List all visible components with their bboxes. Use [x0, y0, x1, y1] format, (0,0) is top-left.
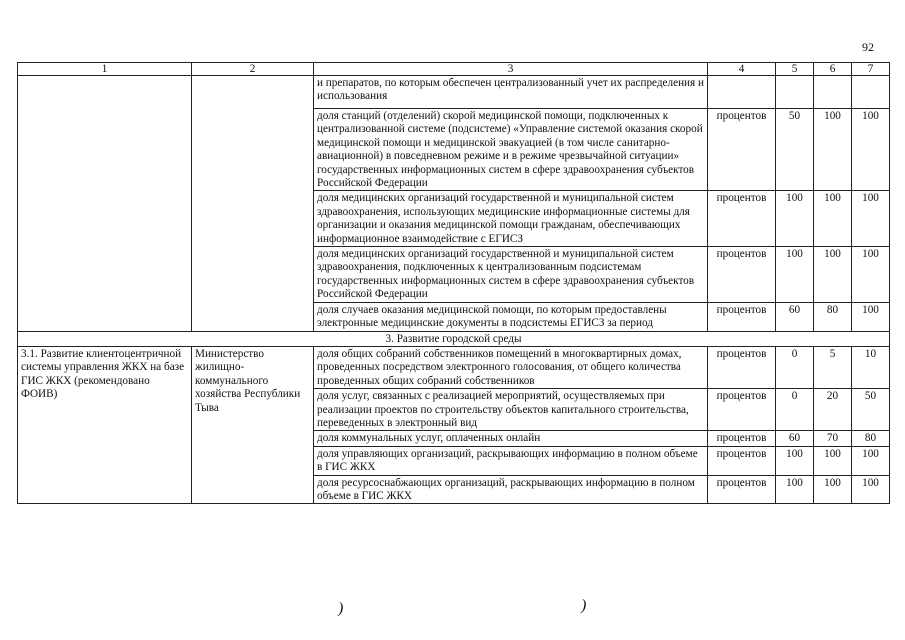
unit-cell: процентов — [708, 431, 776, 446]
value-cell: 10 — [852, 346, 890, 388]
value-cell: 60 — [776, 431, 814, 446]
value-cell: 0 — [776, 389, 814, 431]
value-cell: 100 — [852, 475, 890, 504]
indicator-cell: доля коммунальных услуг, оплаченных онлайн — [314, 431, 708, 446]
value-cell: 100 — [852, 191, 890, 247]
unit-cell: процентов — [708, 389, 776, 431]
unit-cell — [708, 76, 776, 109]
value-cell: 100 — [852, 302, 890, 331]
column-header: 1 — [18, 63, 192, 76]
unit-cell: процентов — [708, 475, 776, 504]
value-cell: 100 — [852, 109, 890, 191]
bottom-mark-left: ) — [338, 600, 344, 617]
unit-cell: процентов — [708, 247, 776, 303]
value-cell: 100 — [814, 446, 852, 475]
indicator-cell: доля ресурсоснабжающих организаций, раскрывающих информацию в полном объеме в ГИС ЖКХ — [314, 475, 708, 504]
indicator-cell: доля медицинских организаций государственной и муниципальной систем здравоохранения, использующих медицинские информационные системы для организации и оказания медицинской помощи гражданам, обеспечивающих информационное взаимодействие с ЕГИСЗ — [314, 191, 708, 247]
indicator-cell: доля услуг, связанных с реализацией мероприятий, осуществляемых при реализации проектов по строительству объектов капитального строительства, переведенных в электронный вид — [314, 389, 708, 431]
value-cell: 100 — [814, 191, 852, 247]
value-cell: 100 — [814, 475, 852, 504]
value-cell: 0 — [776, 346, 814, 388]
value-cell: 100 — [776, 475, 814, 504]
responsible-executor: Министерство жилищно-коммунального хозяйства Республики Тыва — [192, 346, 314, 503]
column-header: 2 — [192, 63, 314, 76]
value-cell: 80 — [852, 431, 890, 446]
value-cell — [776, 76, 814, 109]
value-cell: 80 — [814, 302, 852, 331]
value-cell: 100 — [814, 247, 852, 303]
project-name: 3.1. Развитие клиентоцентричной системы управления ЖКХ на базе ГИС ЖКХ (рекомендовано ФОИВ) — [18, 346, 192, 503]
column-header: 3 — [314, 63, 708, 76]
value-cell: 5 — [814, 346, 852, 388]
unit-cell: процентов — [708, 346, 776, 388]
value-cell: 100 — [776, 446, 814, 475]
value-cell: 70 — [814, 431, 852, 446]
indicator-cell: доля станций (отделений) скорой медицинской помощи, подключенных к централизованной системе (подсистеме) «Управление системой оказания скорой медицинской помощи и медицинской эвакуацией (в том числе санитарно-авиационной) в повседневном режиме и в режиме чрезвычайной ситуации» государственных информационных систем в сфере здравоохранения субъектов Российской Федерации — [314, 109, 708, 191]
page-number: 92 — [862, 40, 874, 54]
table-row — [18, 346, 890, 388]
unit-cell: процентов — [708, 191, 776, 247]
indicator-cell: доля медицинских организаций государственной и муниципальной систем здравоохранения, подключенных к централизованным подсистемам государственных информационных систем в сфере здравоохранения субъектов Российской Федерации — [314, 247, 708, 303]
section-title: 3. Развитие городской среды — [18, 331, 890, 346]
column-header: 4 — [708, 63, 776, 76]
value-cell: 100 — [852, 446, 890, 475]
indicators-table — [17, 62, 890, 504]
value-cell — [814, 76, 852, 109]
value-cell: 20 — [814, 389, 852, 431]
indicator-cell: доля случаев оказания медицинской помощи, по которым предоставлены электронные медицинские документы в подсистемы ЕГИСЗ за период — [314, 302, 708, 331]
indicator-cell: и препаратов, по которым обеспечен централизованный учет их распределения и использования — [314, 76, 708, 109]
indicator-cell: доля управляющих организаций, раскрывающих информацию в полном объеме в ГИС ЖКХ — [314, 446, 708, 475]
column-number-row — [18, 63, 890, 76]
unit-cell: процентов — [708, 109, 776, 191]
table-row — [18, 76, 890, 109]
value-cell: 50 — [852, 389, 890, 431]
value-cell: 60 — [776, 302, 814, 331]
value-cell: 100 — [814, 109, 852, 191]
value-cell: 100 — [776, 247, 814, 303]
column-header: 6 — [814, 63, 852, 76]
value-cell: 50 — [776, 109, 814, 191]
column-header: 5 — [776, 63, 814, 76]
section-row — [18, 331, 890, 346]
project-cell-empty — [18, 76, 192, 332]
unit-cell: процентов — [708, 446, 776, 475]
unit-cell: процентов — [708, 302, 776, 331]
bottom-mark-right: ) — [581, 597, 587, 614]
column-header: 7 — [852, 63, 890, 76]
value-cell: 100 — [852, 247, 890, 303]
indicator-cell: доля общих собраний собственников помещений в многоквартирных домах, проведенных посредством электронного голосования, от общего количества проведенных общих собраний собственников — [314, 346, 708, 388]
value-cell: 100 — [776, 191, 814, 247]
responsible-cell-empty — [192, 76, 314, 332]
value-cell — [852, 76, 890, 109]
